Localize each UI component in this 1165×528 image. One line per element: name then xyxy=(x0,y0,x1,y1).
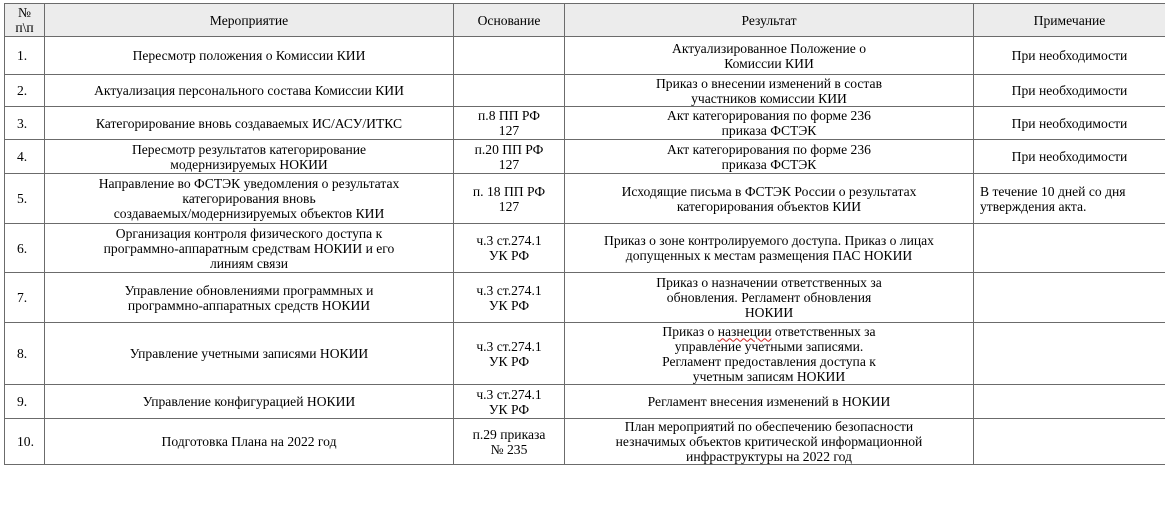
note-cell: При необходимости xyxy=(974,140,1165,174)
spellcheck-underline: назнеции xyxy=(717,323,772,339)
result-cell xyxy=(565,273,974,323)
result-cell-line: Приказ о назнеции ответственных за xyxy=(662,323,876,339)
event-cell xyxy=(45,174,454,224)
table-row xyxy=(5,140,1165,174)
basis-cell-line: ч.3 ст.274.1 xyxy=(476,338,542,354)
result-cell xyxy=(565,37,974,75)
event-cell xyxy=(45,273,454,323)
basis-cell-line: 127 xyxy=(498,123,520,138)
plan-table xyxy=(4,3,1165,465)
basis-cell-line: УК РФ xyxy=(488,353,530,369)
note-cell: При необходимости xyxy=(974,37,1165,75)
row-number: 10. xyxy=(5,419,45,465)
result-cell-line: Приказ о зоне контролируемого доступа. Приказ о лицах xyxy=(604,233,934,248)
row-number: 5. xyxy=(5,174,45,224)
note-cell: При необходимости xyxy=(974,75,1165,107)
result-cell-line: Комиссии КИИ xyxy=(724,55,814,71)
result-cell-line: НОКИИ xyxy=(744,305,794,320)
basis-cell xyxy=(454,273,565,323)
result-cell-line: незначимых объектов критической информационной xyxy=(615,434,923,449)
basis-cell xyxy=(454,385,565,419)
event-cell-line: линиям связи xyxy=(209,255,289,271)
event-cell: Категорирование вновь создаваемых ИС/АСУ/ИТКС xyxy=(45,107,454,140)
table-row xyxy=(5,107,1165,140)
basis-cell xyxy=(454,224,565,273)
result-cell-line: учетным записям НОКИИ xyxy=(692,368,846,384)
result-cell xyxy=(565,224,974,273)
row-number: 2. xyxy=(5,75,45,107)
result-cell xyxy=(565,174,974,224)
result-cell-line: Приказ о внесении изменений в состав xyxy=(655,75,882,91)
result-cell-line: участников комиссии КИИ xyxy=(691,90,847,106)
event-cell-line: Организация контроля физического доступа к xyxy=(115,225,383,241)
result-cell-line: Регламент предоставления доступа к xyxy=(662,353,876,369)
basis-cell xyxy=(454,37,565,75)
result-cell xyxy=(565,107,974,140)
basis-cell xyxy=(454,419,565,465)
note-cell-line: В течение 10 дней со дня xyxy=(980,183,1126,199)
table-row xyxy=(5,323,1165,385)
result-cell xyxy=(565,323,974,385)
header-row xyxy=(5,4,1165,37)
basis-cell-line: УК РФ xyxy=(488,248,530,263)
row-number: 9. xyxy=(5,385,45,419)
event-cell: Управление конфигурацией НОКИИ xyxy=(45,385,454,419)
event-cell-line: модернизируемых НОКИИ xyxy=(170,156,328,172)
note-cell xyxy=(974,273,1165,323)
basis-cell-line: 127 xyxy=(498,198,520,214)
event-cell-line: Пересмотр результатов категорирование xyxy=(131,141,367,157)
table-row xyxy=(5,273,1165,323)
event-cell xyxy=(45,140,454,174)
header-event: Мероприятие xyxy=(45,4,454,37)
result-cell-line: управление учетными записями. xyxy=(674,338,864,354)
result-cell-line: Исходящие письма в ФСТЭК России о результатах xyxy=(621,183,917,199)
row-number: 3. xyxy=(5,107,45,140)
result-cell-line: допущенных к местам размещения ПАС НОКИИ xyxy=(625,248,913,263)
row-number: 1. xyxy=(5,37,45,75)
event-cell-line: Направление во ФСТЭК уведомления о результатах xyxy=(98,176,400,191)
result-cell-line: Акт категорирования по форме 236 xyxy=(667,108,871,123)
basis-cell xyxy=(454,107,565,140)
row-number: 6. xyxy=(5,224,45,273)
event-cell-line: Управление обновлениями программных и xyxy=(124,282,374,298)
basis-cell-line: п.8 ПП РФ xyxy=(478,108,540,123)
row-number: 4. xyxy=(5,140,45,174)
table-row xyxy=(5,75,1165,107)
table-row xyxy=(5,37,1165,75)
note-cell xyxy=(974,419,1165,465)
basis-cell xyxy=(454,174,565,224)
basis-cell-line: УК РФ xyxy=(488,297,530,313)
result-cell-line: инфраструктуры на 2022 год xyxy=(686,449,852,464)
note-cell xyxy=(974,385,1165,419)
basis-cell-line: 127 xyxy=(498,156,520,172)
basis-cell-line: п. 18 ПП РФ xyxy=(472,183,546,199)
row-number: 8. xyxy=(5,323,45,385)
basis-cell-line: п.20 ПП РФ xyxy=(474,141,544,157)
result-cell-line: План мероприятий по обеспечению безопасности xyxy=(624,419,914,434)
event-cell: Подготовка Плана на 2022 год xyxy=(45,419,454,465)
result-cell xyxy=(565,75,974,107)
event-cell-line: создаваемых/модернизируемых объектов КИИ xyxy=(113,206,385,221)
event-cell: Управление учетными записями НОКИИ xyxy=(45,323,454,385)
result-cell xyxy=(565,140,974,174)
table-row xyxy=(5,419,1165,465)
header-num xyxy=(5,4,45,37)
basis-cell xyxy=(454,140,565,174)
header-num-line-1: № xyxy=(18,5,31,20)
basis-cell xyxy=(454,323,565,385)
note-cell xyxy=(974,174,1165,224)
result-cell xyxy=(565,419,974,465)
table-row xyxy=(5,224,1165,273)
header-basis: Основание xyxy=(454,4,565,37)
header-result: Результат xyxy=(565,4,974,37)
basis-cell-line: ч.3 ст.274.1 xyxy=(476,386,542,402)
event-cell: Пересмотр положения о Комиссии КИИ xyxy=(45,37,454,75)
basis-cell xyxy=(454,75,565,107)
header-note: Примечание xyxy=(974,4,1165,37)
event-cell: Актуализация персонального состава Комиссии КИИ xyxy=(45,75,454,107)
result-cell-line: приказа ФСТЭК xyxy=(721,156,817,172)
result-cell-line: приказа ФСТЭК xyxy=(721,123,817,138)
event-cell-line: программно-аппаратным средствам НОКИИ и его xyxy=(103,240,395,256)
result-cell-line: Акт категорирования по форме 236 xyxy=(667,141,871,157)
result-cell-line: Приказ о назначении ответственных за xyxy=(656,275,882,290)
event-cell xyxy=(45,224,454,273)
result-cell: Регламент внесения изменений в НОКИИ xyxy=(565,385,974,419)
basis-cell-line: ч.3 ст.274.1 xyxy=(476,282,542,298)
basis-cell-line: УК РФ xyxy=(488,401,530,417)
table-row xyxy=(5,174,1165,224)
basis-cell-line: ч.3 ст.274.1 xyxy=(476,233,542,248)
header-num-line-2: п\п xyxy=(15,20,34,35)
basis-cell-line: п.29 приказа xyxy=(472,426,546,442)
result-cell-line: обновления. Регламент обновления xyxy=(666,290,872,305)
note-cell xyxy=(974,323,1165,385)
table-row xyxy=(5,385,1165,419)
note-cell: При необходимости xyxy=(974,107,1165,140)
row-number: 7. xyxy=(5,273,45,323)
basis-cell-line: № 235 xyxy=(490,441,528,457)
event-cell-line: категорирования вновь xyxy=(182,191,316,206)
event-cell-line: программно-аппаратных средств НОКИИ xyxy=(127,297,371,313)
note-cell-line: утверждения акта. xyxy=(980,198,1087,214)
result-cell-line: категорирования объектов КИИ xyxy=(676,198,862,214)
result-cell-line: Актуализированное Положение о xyxy=(672,40,866,56)
note-cell xyxy=(974,224,1165,273)
